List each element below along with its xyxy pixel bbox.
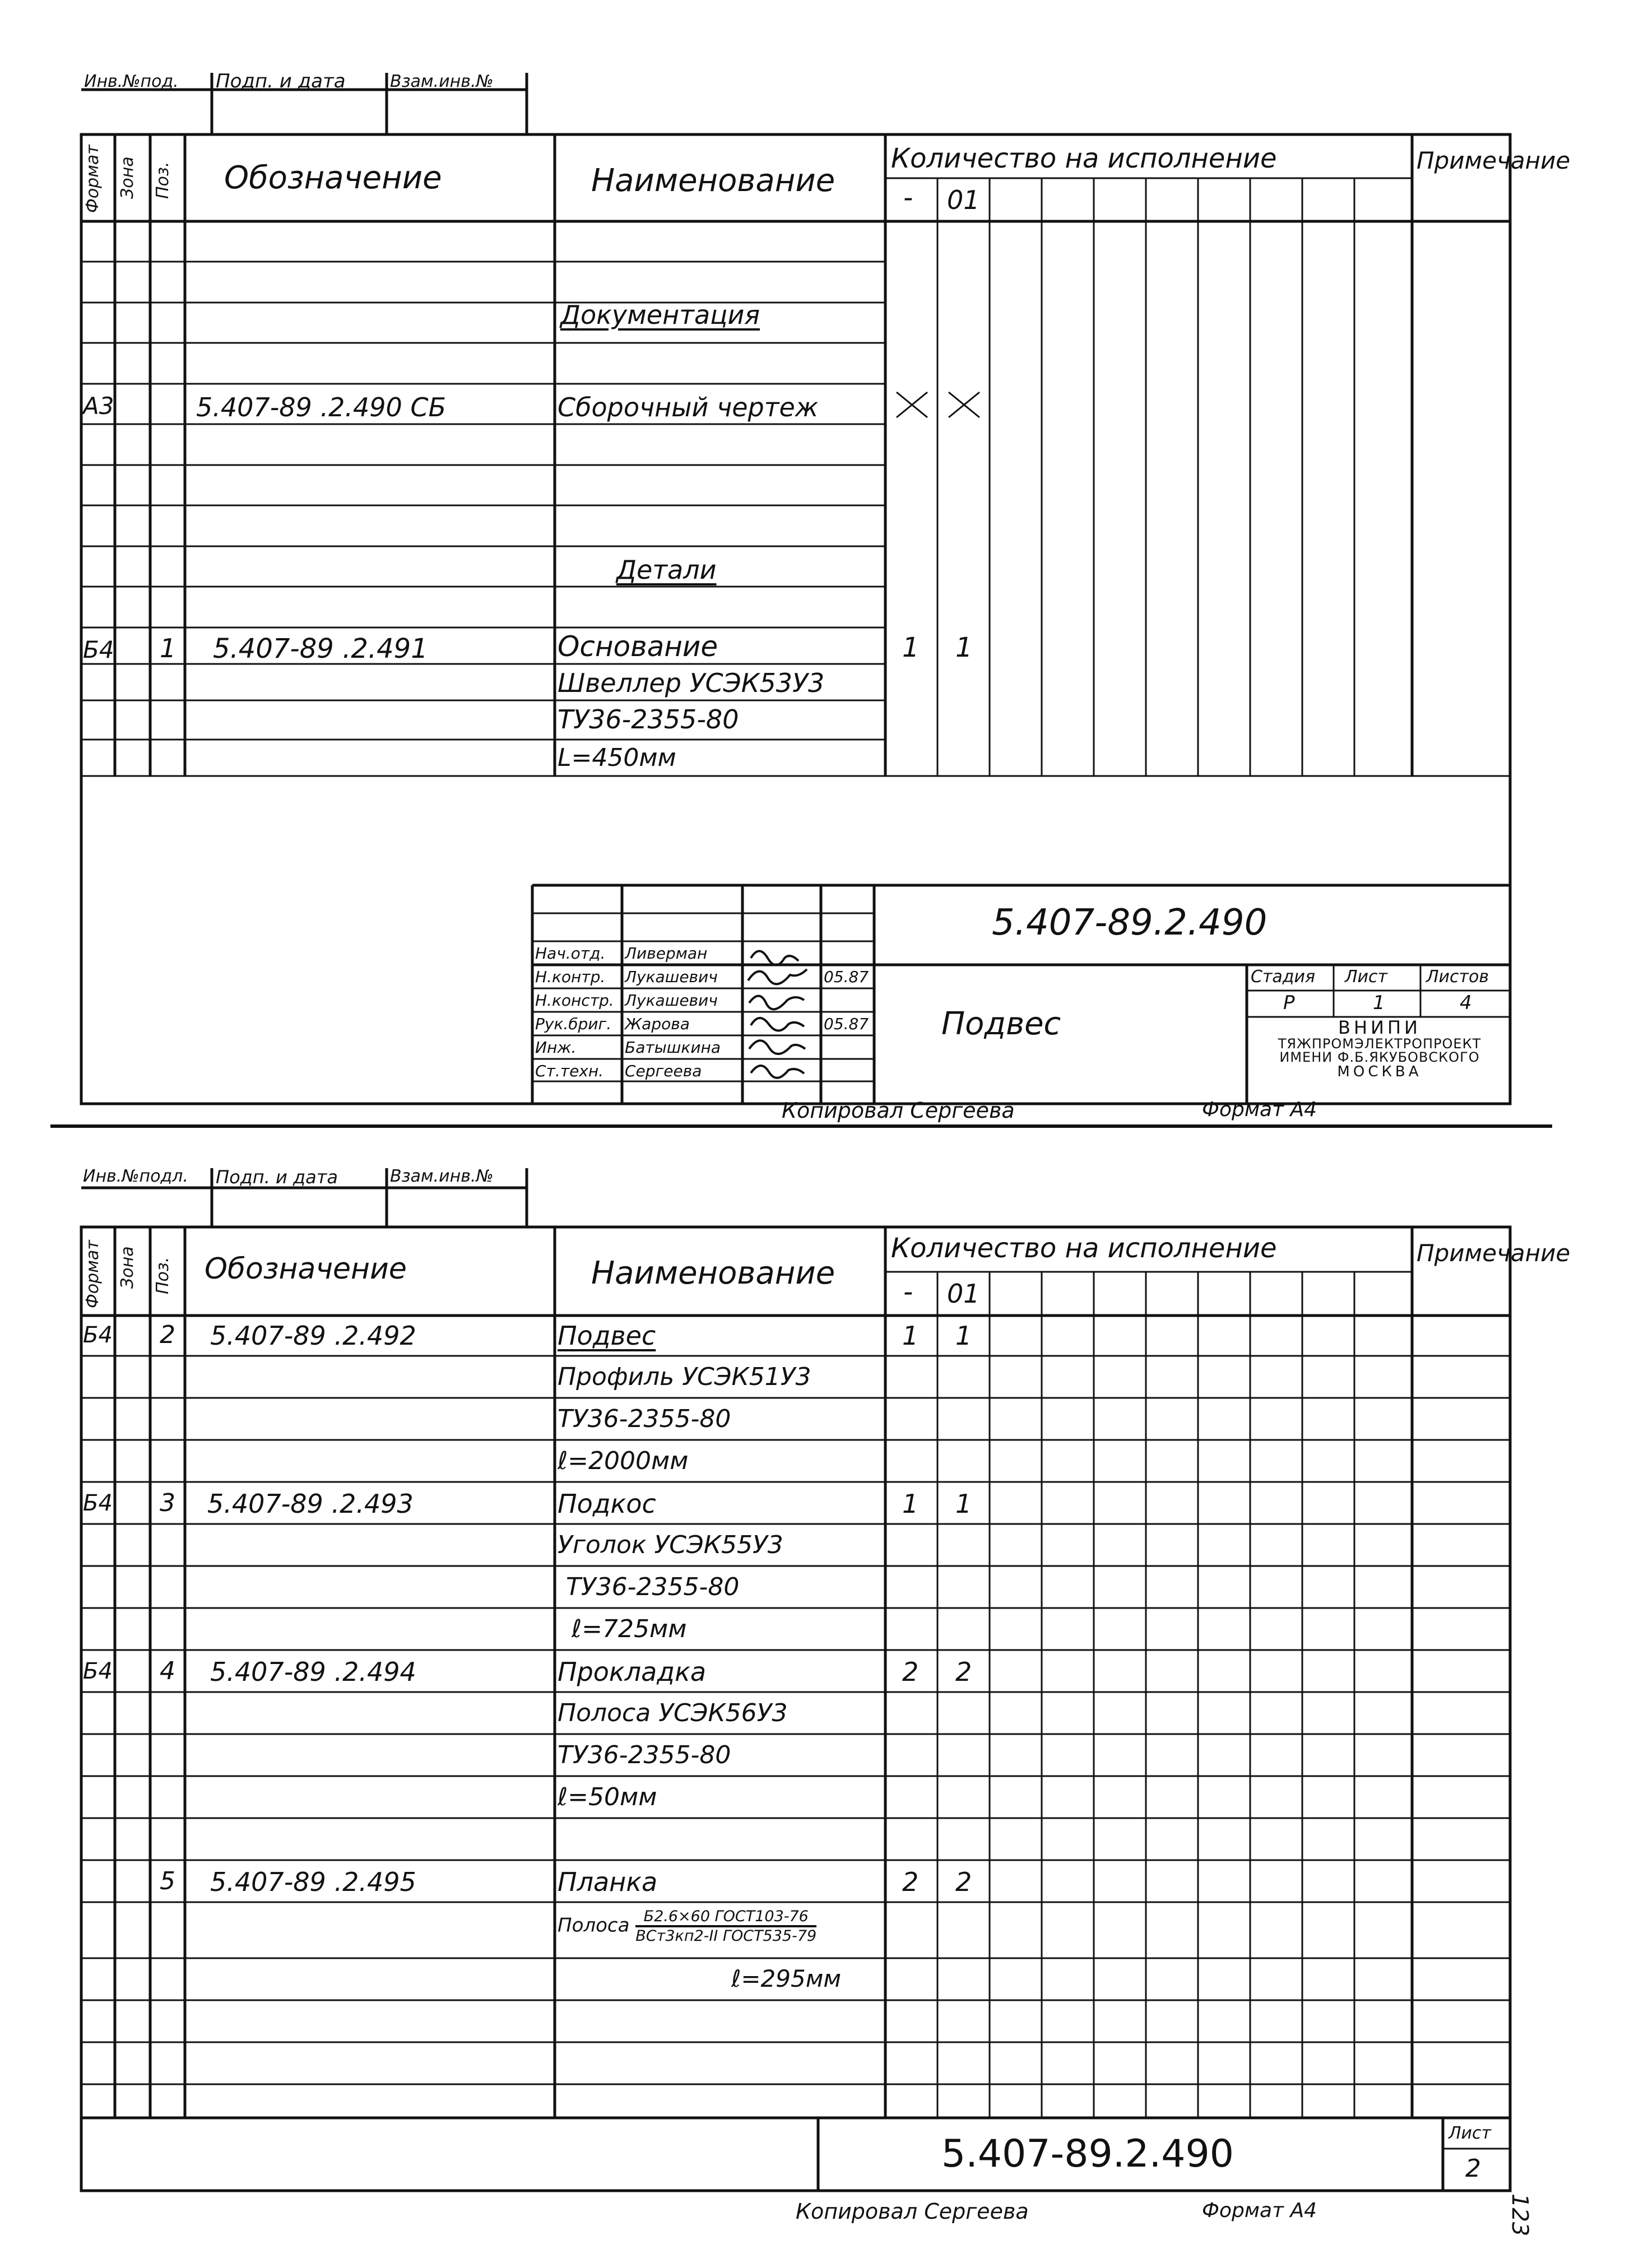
s2-p4-line4: ℓ=50мм bbox=[558, 1783, 657, 1811]
s2-p2-line4: ℓ=2000мм bbox=[558, 1447, 689, 1475]
s1-stage: Р bbox=[1283, 992, 1295, 1014]
signature-marks bbox=[742, 941, 821, 1104]
s1-row2-format: Б4 bbox=[83, 636, 114, 663]
s1-sheets: 4 bbox=[1460, 992, 1472, 1014]
s2-p5-q1: 2 bbox=[902, 1867, 919, 1897]
s1-role-0: Нач.отд. bbox=[535, 944, 606, 963]
s2-footer-copied: Копировал Сергеева bbox=[796, 2199, 1029, 2224]
s1-row1-format: А3 bbox=[83, 392, 114, 420]
s1-header-note: Примечание bbox=[1417, 147, 1571, 174]
s1-section-docs: Документация bbox=[560, 300, 760, 330]
s1-row2-q1: 1 bbox=[902, 632, 920, 663]
s1-date-2: 05.87 bbox=[824, 1015, 869, 1033]
s2-header-format: Формат bbox=[83, 1240, 103, 1308]
s1-stamp-sign: Подп. и дата bbox=[216, 70, 346, 92]
s1-row-lines bbox=[81, 262, 1510, 776]
s2-p4-designation: 5.407-89 .2.494 bbox=[210, 1657, 416, 1687]
s1-role-2: Н.констр. bbox=[535, 991, 614, 1010]
s1-name-5: Сергеева bbox=[625, 1062, 702, 1080]
s2-sheet-label: Лист bbox=[1448, 2123, 1492, 2143]
s1-org-line1: ВНИПИ bbox=[1338, 1017, 1421, 1038]
s2-p5-designation: 5.407-89 .2.495 bbox=[210, 1867, 416, 1897]
s1-header-zone: Зона bbox=[118, 156, 137, 199]
s1-row1-name: Сборочный чертеж bbox=[558, 392, 819, 422]
s2-p5-denominator: ВСт3кп2-II ГОСТ535-79 bbox=[635, 1927, 817, 1945]
s1-role-1: Н.контр. bbox=[535, 968, 606, 986]
s1-stage-label: Стадия bbox=[1251, 967, 1316, 987]
s2-p3-line3: ТУ36-2355-80 bbox=[566, 1573, 740, 1601]
s2-p5-numerator: Б2.6×60 ГОСТ103-76 bbox=[635, 1908, 816, 1927]
s1-row2-pos: 1 bbox=[160, 633, 177, 663]
s2-p4-pos: 4 bbox=[160, 1657, 175, 1685]
s1-name-4: Батышкина bbox=[625, 1038, 721, 1057]
s1-header-pos: Поз. bbox=[153, 161, 173, 199]
s2-p3-name: Подкос bbox=[558, 1489, 656, 1519]
s1-row2-designation: 5.407-89 .2.491 bbox=[213, 633, 428, 664]
s2-p5-pos: 5 bbox=[160, 1867, 175, 1895]
s2-p3-pos: 3 bbox=[160, 1489, 175, 1517]
page-number: 123 bbox=[1507, 2193, 1533, 2237]
s1-name-0: Ливерман bbox=[625, 944, 708, 963]
s1-sheet-label: Лист bbox=[1345, 967, 1388, 987]
s1-sheet: 1 bbox=[1373, 992, 1385, 1014]
s2-footer-format: Формат А4 bbox=[1202, 2199, 1317, 2222]
s1-header-designation: Обозначение bbox=[224, 160, 442, 196]
s2-p2-name: Подвес bbox=[558, 1321, 656, 1351]
s2-p3-q2: 1 bbox=[955, 1489, 972, 1519]
s1-header-var1: - bbox=[903, 182, 913, 213]
s2-stamp-replace: Взам.инв.№ bbox=[390, 1166, 494, 1186]
s1-name-2: Лукашевич bbox=[625, 991, 718, 1010]
s2-p5-length: ℓ=295мм bbox=[731, 1965, 842, 1992]
s1-role-4: Инж. bbox=[535, 1038, 577, 1057]
s1-product-name: Подвес bbox=[941, 1006, 1061, 1042]
s1-header-format: Формат bbox=[83, 145, 103, 213]
s2-p2-format: Б4 bbox=[83, 1322, 113, 1348]
s1-role-3: Рук.бриг. bbox=[535, 1015, 612, 1033]
s1-role-5: Ст.техн. bbox=[535, 1062, 604, 1080]
s1-row2-name: Основание bbox=[558, 630, 718, 663]
s1-name-3: Жарова bbox=[625, 1015, 690, 1033]
s1-header-name: Наименование bbox=[591, 162, 835, 199]
s2-row-lines bbox=[81, 1356, 1510, 2118]
s2-p2-q2: 1 bbox=[955, 1321, 972, 1351]
s1-footer-copied: Копировал Сергеева bbox=[782, 1098, 1015, 1123]
s2-p3-line2: Уголок УСЭК55У3 bbox=[558, 1531, 783, 1559]
s1-header-var2: 01 bbox=[947, 185, 980, 215]
s2-stamp-sign: Подп. и дата bbox=[216, 1166, 338, 1188]
s2-p4-q2: 2 bbox=[955, 1657, 972, 1687]
s2-p5-strip: Полоса bbox=[558, 1914, 630, 1937]
s1-header-qty: Количество на исполнение bbox=[891, 143, 1277, 174]
s2-p5-q2: 2 bbox=[955, 1867, 972, 1897]
s1-section-parts: Детали bbox=[616, 555, 717, 585]
s2-p5-fraction bbox=[635, 1908, 816, 1945]
s2-header-pos: Поз. bbox=[153, 1257, 173, 1294]
s1-row2-q2: 1 bbox=[955, 632, 973, 663]
s2-header-zone: Зона bbox=[118, 1246, 137, 1289]
s1-org-line4: МОСКВА bbox=[1337, 1063, 1422, 1080]
s2-p4-format: Б4 bbox=[83, 1658, 113, 1684]
s1-sheets-label: Листов bbox=[1426, 967, 1489, 987]
s2-p2-q1: 1 bbox=[902, 1321, 919, 1351]
s2-p2-line3: ТУ36-2355-80 bbox=[558, 1405, 731, 1433]
s2-p3-format: Б4 bbox=[83, 1490, 113, 1516]
s2-header-name: Наименование bbox=[591, 1255, 835, 1291]
s2-sheet-number: 2 bbox=[1465, 2154, 1481, 2183]
s2-p2-line2: Профиль УСЭК51У3 bbox=[558, 1363, 811, 1391]
s2-header-note: Примечание bbox=[1417, 1239, 1571, 1267]
s2-p4-line3: ТУ36-2355-80 bbox=[558, 1741, 731, 1769]
s1-doc-number: 5.407-89.2.490 bbox=[992, 902, 1268, 944]
s1-row2-line4: L=450мм bbox=[558, 743, 676, 772]
s1-org-block bbox=[1251, 1019, 1508, 1079]
s1-date-1: 05.87 bbox=[824, 968, 869, 986]
s1-footer-format: Формат А4 bbox=[1202, 1098, 1317, 1121]
s2-p3-q1: 1 bbox=[902, 1489, 919, 1519]
s2-doc-number: 5.407-89.2.490 bbox=[941, 2132, 1234, 2176]
s1-stamp-replace: Взам.инв.№ bbox=[390, 72, 494, 91]
s2-header-var2: 01 bbox=[947, 1279, 980, 1309]
s2-p3-designation: 5.407-89 .2.493 bbox=[207, 1489, 414, 1519]
s2-p5-name: Планка bbox=[558, 1867, 658, 1897]
s2-p3-line4: ℓ=725мм bbox=[572, 1615, 687, 1643]
s2-p2-designation: 5.407-89 .2.492 bbox=[210, 1321, 416, 1351]
s1-row1-designation: 5.407-89 .2.490 СБ bbox=[196, 392, 447, 422]
s2-p4-name: Прокладка bbox=[558, 1657, 707, 1687]
s1-stamp-inv: Инв.№под. bbox=[84, 72, 179, 91]
s2-p4-line2: Полоса УСЭК56У3 bbox=[558, 1699, 788, 1727]
s1-row2-line3: ТУ36-2355-80 bbox=[558, 704, 739, 735]
s1-name-1: Лукашевич bbox=[625, 968, 718, 986]
s1-org-line2: ТЯЖПРОМЭЛЕКТРОПРОЕКТ bbox=[1278, 1035, 1482, 1052]
s2-p4-q1: 2 bbox=[902, 1657, 919, 1687]
s1-org-line3: ИМЕНИ Ф.Б.ЯКУБОВСКОГО bbox=[1279, 1049, 1480, 1066]
s2-p2-pos: 2 bbox=[160, 1321, 175, 1349]
s2-header-qty: Количество на исполнение bbox=[891, 1233, 1277, 1264]
s2-header-designation: Обозначение bbox=[205, 1252, 407, 1286]
s2-stamp-inv: Инв.№подл. bbox=[83, 1166, 188, 1186]
s2-p5-material bbox=[558, 1908, 816, 1945]
s1-row2-line2: Швеллер УСЭК53У3 bbox=[558, 668, 825, 698]
s2-header-var1: - bbox=[903, 1276, 913, 1308]
